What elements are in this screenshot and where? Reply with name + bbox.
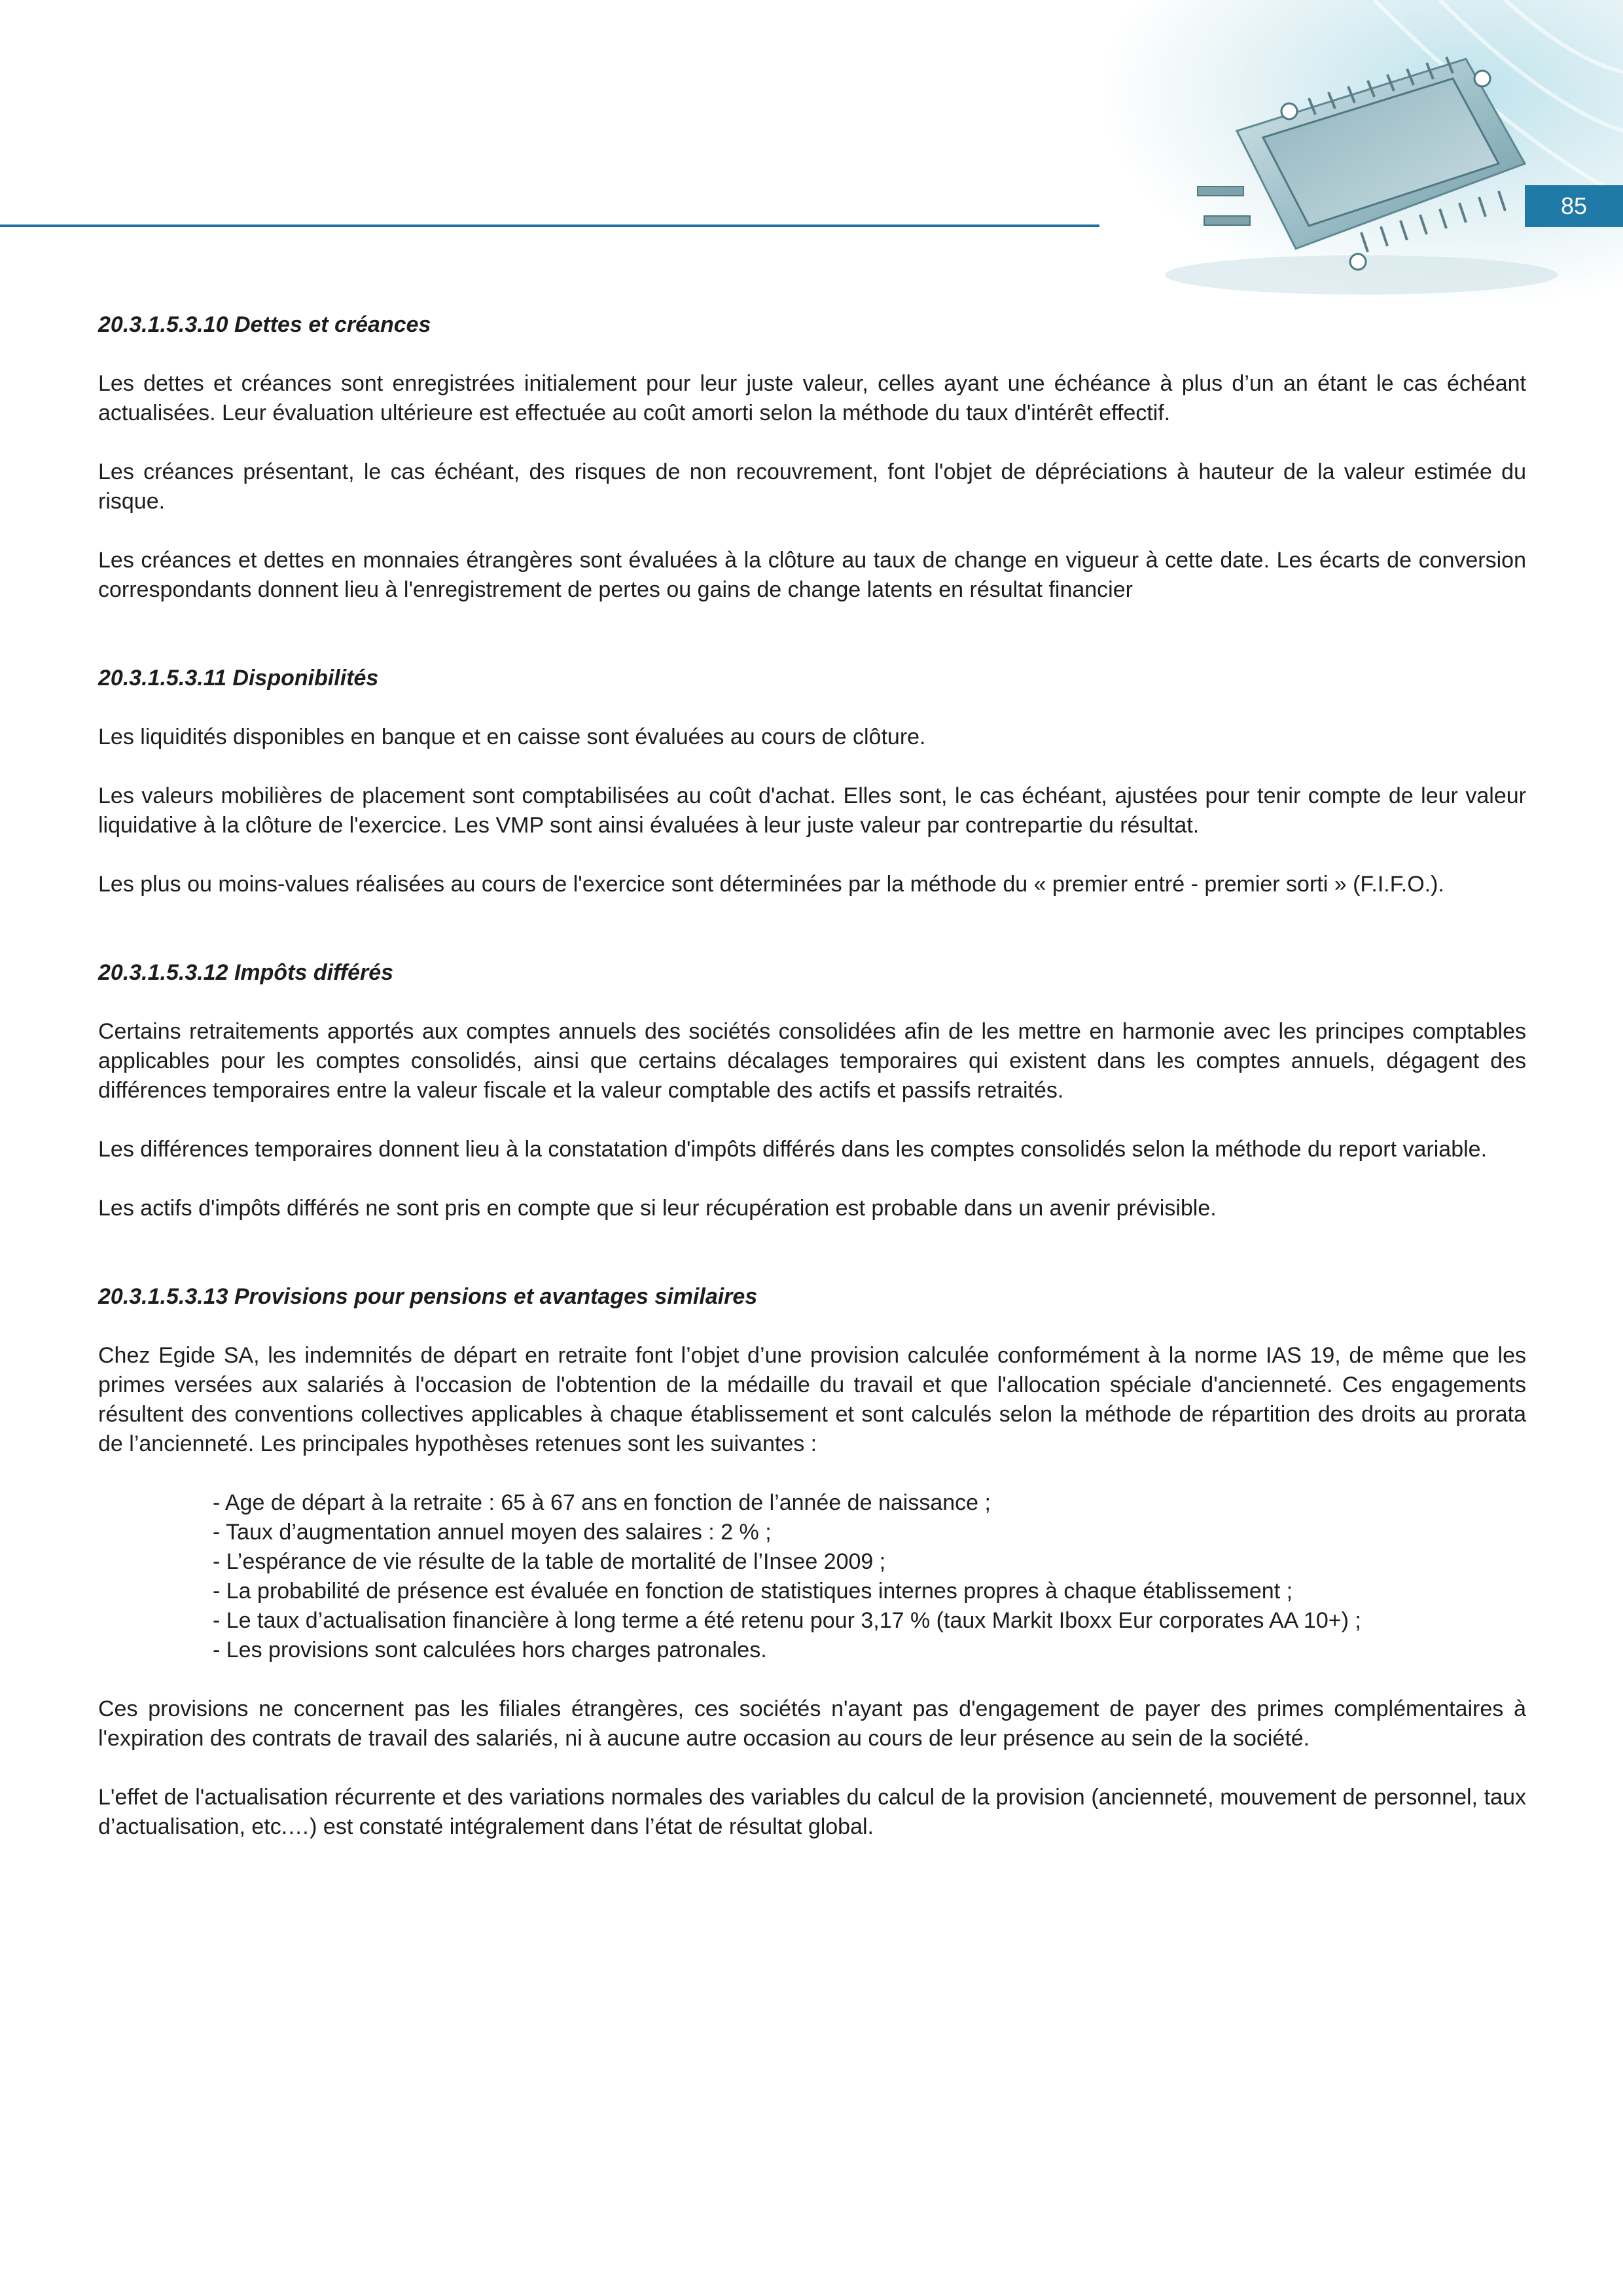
paragraph: Chez Egide SA, les indemnités de départ en retraite font l’objet d’une provision calculée conformément à la norme IAS 19, de même que les primes versées aux salariés à l'occasion de l'obtention de la médaille du travail et que l'allocation spéciale d'ancienneté. Ces engagements résultent des conventions collectives applicables à chaque établissement et sont calculés selon la méthode de répartition des droits au prorata de l’ancienneté. Les principales hypothèses retenues sont les suivantes : (98, 1343, 1526, 1456)
paragraph: L'effet de l'actualisation récurrente et des variations normales des variables du calcul de la provision (ancienneté, mouvement de personnel, taux d’actualisation, etc.…) est constaté intégralement dans l’état de résultat global. (98, 1785, 1526, 1839)
section-impots-differes (98, 958, 1526, 1223)
paragraph: Les créances présentant, le cas échéant, des risques de non recouvrement, font l'objet de dépréciations à hauteur de la valeur estimée du risque. (98, 459, 1526, 514)
document-body (98, 310, 1526, 1901)
section-title: 20.3.1.5.3.11 Disponibilités (98, 666, 379, 691)
list-item: - Taux d’augmentation annuel moyen des salaires : 2 % ; (213, 1520, 772, 1545)
paragraph: Les différences temporaires donnent lieu à la constatation d'impôts différés dans les comptes consolidés selon la méthode du report variable. (98, 1137, 1488, 1162)
list-item: - La probabilité de présence est évaluée en fonction de statistiques internes propres à chaque établissement ; (213, 1579, 1293, 1604)
paragraph: Les plus ou moins-values réalisées au cours de l'exercice sont déterminées par la méthode du « premier entré - premier sorti » (F.I.F.O.). (98, 872, 1444, 897)
section-dettes-creances (98, 310, 1526, 605)
section-title: 20.3.1.5.3.13 Provisions pour pensions et avantages similaires (98, 1284, 758, 1309)
paragraph: Ces provisions ne concernent pas les filiales étrangères, ces sociétés n'ayant pas d'engagement de payer des primes complémentaires à l'expiration des contrats de travail des salariés, ni à aucune autre occasion au cours de leur présence au sein de la société. (98, 1696, 1526, 1751)
section-disponibilites (98, 664, 1526, 899)
list-item: - Age de départ à la retraite : 65 à 67 ans en fonction de l’année de naissance ; (213, 1490, 991, 1515)
paragraph: Certains retraitements apportés aux comptes annuels des sociétés consolidées afin de les mettre en harmonie avec les principes comptables applicables pour les comptes consolidés, ainsi que certains décalages temporaires qui existent dans les comptes annuels, dégagent des différences temporaires entre la valeur fiscale et la valeur comptable des actifs et passifs retraités. (98, 1019, 1526, 1103)
list-item: - L’espérance de vie résulte de la table de mortalité de l’Insee 2009 ; (213, 1549, 886, 1574)
component-photo (1099, 0, 1623, 308)
section-title: 20.3.1.5.3.10 Dettes et créances (98, 312, 431, 337)
hypotheses-list (213, 1488, 1526, 1665)
paragraph: Les actifs d'impôts différés ne sont pris en compte que si leur récupération est probable dans un avenir prévisible. (98, 1196, 1217, 1221)
paragraph: Les liquidités disponibles en banque et en caisse sont évaluées au cours de clôture. (98, 725, 926, 749)
section-provisions-pensions (98, 1282, 1526, 1842)
list-item: - Le taux d’actualisation financière à long terme a été retenu pour 3,17 % (taux Markit Iboxx Eur corporates AA 10+) ; (213, 1608, 1361, 1633)
paragraph: Les créances et dettes en monnaies étrangères sont évaluées à la clôture au taux de change en vigueur à cette date. Les écarts de conversion correspondants donnent lieu à l'enregistrement de pertes ou gains de change latents en résultat financier (98, 548, 1526, 602)
list-item: - Les provisions sont calculées hors charges patronales. (213, 1638, 767, 1662)
section-title: 20.3.1.5.3.12 Impôts différés (98, 960, 394, 985)
page-number: 85 (1525, 185, 1623, 227)
paragraph: Les valeurs mobilières de placement sont comptabilisées au coût d'achat. Elles sont, le cas échéant, ajustées pour tenir compte de leur valeur liquidative à la clôture de l'exercice. Les VMP sont ainsi évaluées à leur juste valeur par contrepartie du résultat. (98, 783, 1526, 838)
header-rule (0, 224, 1113, 227)
paragraph: Les dettes et créances sont enregistrées initialement pour leur juste valeur, celles ayant une échéance à plus d’un an étant le cas échéant actualisées. Leur évaluation ultérieure est effectuée au coût amorti selon la méthode du taux d'intérêt effectif. (98, 371, 1526, 425)
